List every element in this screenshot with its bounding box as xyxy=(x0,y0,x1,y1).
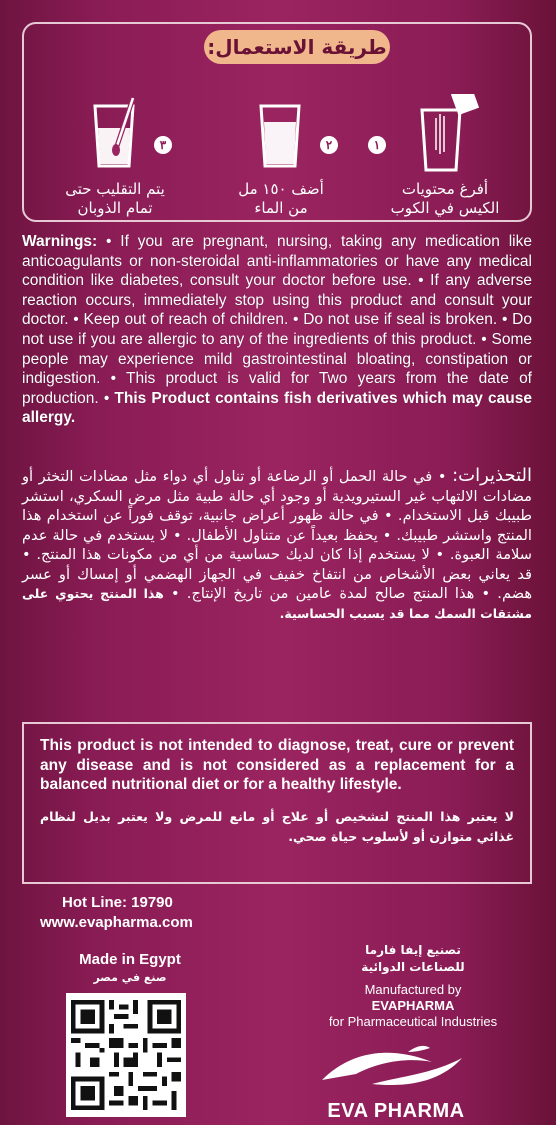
website-link[interactable]: www.evapharma.com xyxy=(40,914,193,931)
usage-step-2 xyxy=(206,94,356,218)
disclaimer-box xyxy=(22,722,532,884)
manufacturer-block xyxy=(282,942,544,1030)
warnings-body: • If you are pregnant, nursing, taking any medication like anticoagulants or non-steroidal anti-inflammatories or have any medical condition like diabetes, consult your doctor before use. • If any adverse reaction occurs, immediately stop using this product and consult your doctor. • Keep out of reach of children. • Do not use if seal is broken. • Do not use if you are allergic to any of the ingredients of this product. • Some people may experience mild gastrointestinal bloating, constipation or indigestion. • This product is valid for Two years from the date of production. • xyxy=(22,233,532,407)
fish-allergy-warning-ar: هذا المنتج يحتوي على مشتقات السمك مما قد يسبب الحساسية. xyxy=(22,586,532,621)
fish-allergy-warning: This Product contains fish derivatives which may cause allergy. xyxy=(22,389,532,427)
disclaimer-arabic: لا يعتبر هذا المنتج لتشخيص أو علاج أو مانع للمرض ولا يعتبر بديل لنظام غذائي متوازن أو لأسلوب حياة صحي. xyxy=(40,808,514,844)
qr-code-icon xyxy=(66,993,186,1117)
usage-title: طريقة الاستعمال: xyxy=(204,30,390,64)
glass-with-sachet-icon xyxy=(400,94,490,174)
step-text-2: أضف ١٥٠ مل من الماء xyxy=(238,180,324,217)
usage-step-3 xyxy=(40,94,190,218)
origin-block xyxy=(60,951,200,984)
warnings-ar-body: • في حالة الحمل أو الرضاعة أو تناول أي دواء مثل مضادات التخثر أو مضادات الالتهاب غير الستيرويدية أو وجود أي حالة طبية مثل مرض السكري، استشر طبيبك قبل الاستخدام. • في حالة ظهور أعراض جانبية، توقف فوراً عن استخدام هذا المنتج واستشر طبيبك. • يحفظ بعيداً عن متناول الأطفال. • لا يستخدم في حالة عدم سلامة العبوة. • لا يستخدم إذا كان لديك حساسية من أي من مكونات هذا المنتج. • قد يعاني بعض الأشخاص من انتفاخ خفيف في الجهاز الهضمي أو إمساك أو عسر هضم. • هذا المنتج صالح لمدة عامين من تاريخ الإنتاج. • xyxy=(22,468,533,602)
step-number-2: ٢ xyxy=(320,136,338,154)
warnings-label: Warnings: xyxy=(22,233,98,250)
step-number-1: ١ xyxy=(368,136,386,154)
made-in-egypt: Made in Egypt xyxy=(79,951,181,968)
hotline-number: Hot Line: 19790 xyxy=(62,894,173,911)
disclaimer-english: This product is not intended to diagnose, treat, cure or prevent any disease and is not considered as a replacement for a balanced nutritional diet or for a healthy lifestyle. xyxy=(40,737,514,794)
manufacturer-name: EVAPHARMA xyxy=(371,998,455,1013)
usage-step-1 xyxy=(370,94,520,218)
step-text-1: أفرغ محتويات الكيس في الكوب xyxy=(390,180,500,217)
made-in-egypt-ar: صنع في مصر xyxy=(93,971,167,984)
manufacturer-en xyxy=(282,982,544,1030)
glass-with-spoon-icon xyxy=(75,94,155,174)
eva-pharma-logo-icon xyxy=(312,1040,482,1096)
usage-instructions-box xyxy=(22,22,532,222)
warnings-arabic xyxy=(22,466,532,623)
qr-code xyxy=(66,993,186,1117)
manufacturer-ar: تصنيع إيفا فارما للصناعات الدوائية xyxy=(361,943,465,974)
contact-info xyxy=(40,893,193,933)
warnings-english xyxy=(22,232,532,428)
step-number-3: ٣ xyxy=(154,136,172,154)
manufacturer-industries: for Pharmaceutical Industries xyxy=(328,1014,498,1029)
glass-of-water-icon xyxy=(241,94,321,174)
logo-text: EVA PHARMA xyxy=(327,1100,465,1122)
manufactured-by: Manufactured by xyxy=(364,982,462,997)
step-text-3: يتم التقليب حتى تمام الذوبان xyxy=(65,180,165,217)
warnings-ar-label: التحذيرات: xyxy=(452,465,532,486)
